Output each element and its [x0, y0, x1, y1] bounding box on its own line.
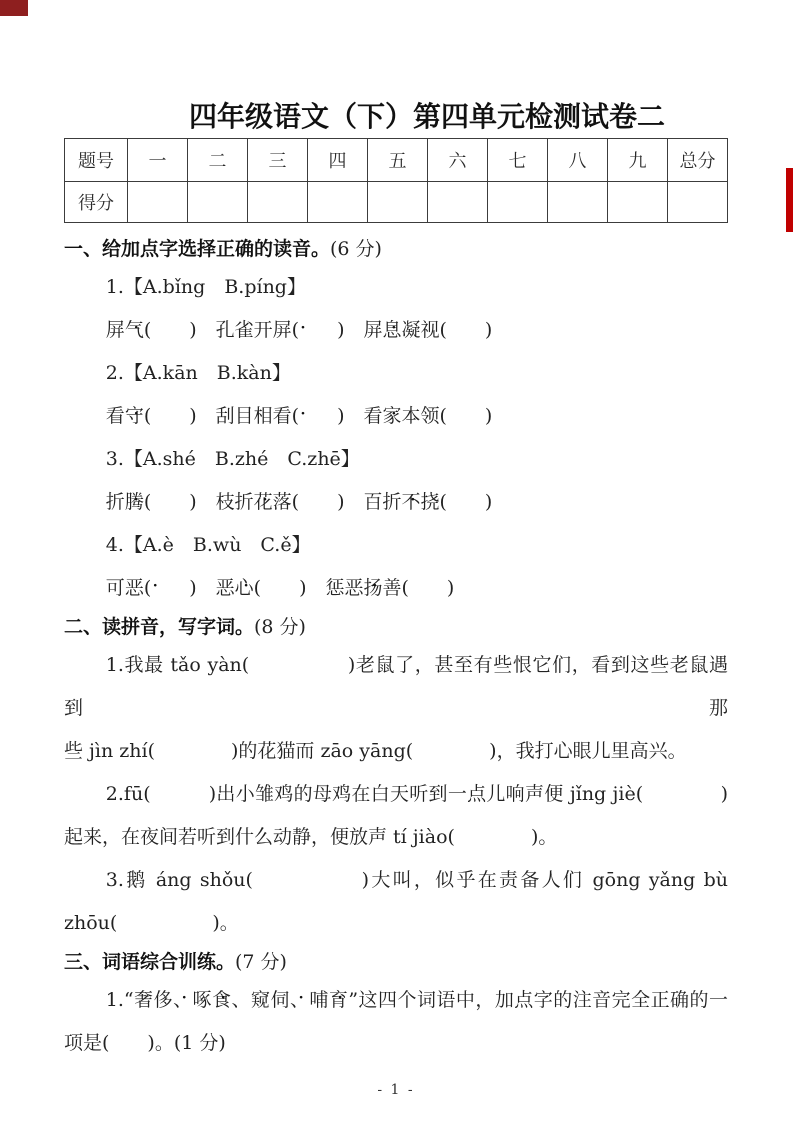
- phrase-text: ( ): [291, 319, 364, 341]
- phrase-text: ( ): [291, 405, 364, 427]
- section-1-heading-text: 一、给加点字选择正确的读音。: [64, 238, 331, 260]
- phrase-text: 、: [289, 989, 310, 1011]
- score-table: [64, 138, 728, 223]
- section2-line1: 1.我最 tǎo yàn( )老鼠了，甚至有些恨它们，看到这些老鼠遇到那: [64, 654, 728, 719]
- score-table-header-cell: 八: [548, 139, 608, 182]
- dotted-character: 折 ·: [382, 491, 401, 513]
- dotted-character: 伺 ·: [270, 989, 289, 1011]
- dotted-character: 看 ·: [106, 405, 125, 427]
- phrase-text: 1.“奢: [105, 989, 154, 1011]
- phrase-text: 可: [105, 577, 125, 599]
- score-empty-cell: [548, 182, 608, 223]
- section1-item4-phrases: [64, 567, 728, 610]
- phrase-text: 气( ) 孔雀开: [124, 319, 273, 341]
- section1-item3-phrases: [64, 481, 728, 524]
- section-3-heading: [64, 945, 728, 979]
- phrase-text: 腾( ) 枝: [124, 491, 235, 513]
- score-table-header-cell: 六: [428, 139, 488, 182]
- phrase-text: 育”这四个词语中，加点字的注音完全正确的一: [328, 989, 728, 1011]
- section-2-heading: [64, 610, 728, 644]
- section3-line2: 项是( )。(1 分): [64, 1032, 226, 1054]
- section1-item4-prompt: 4.【A.è B.wù C.ě】: [105, 534, 311, 556]
- dotted-character: 啄 ·: [193, 989, 212, 1011]
- phrase-text: 扬善( ): [363, 577, 455, 599]
- phrase-text: 心( ) 惩: [234, 577, 345, 599]
- section-2-points: (8 分): [254, 616, 306, 638]
- score-empty-cell: [368, 182, 428, 223]
- section1-item1-prompt: 1.【A.bǐng B.píng】: [105, 276, 306, 298]
- dotted-character: 恶 ·: [216, 577, 235, 599]
- dotted-character: 哺 ·: [309, 989, 328, 1011]
- dotted-character: 折 ·: [106, 491, 125, 513]
- section-1-points: (6 分): [330, 238, 382, 260]
- score-table-header-cell: 七: [488, 139, 548, 182]
- section2-line5: 3.鹅 áng shǒu( )大叫，似乎在责备人们 gōng yǎng bù: [105, 869, 728, 891]
- section1-item3-prompt: 3.【A.shé B.zhé C.zhē】: [105, 448, 360, 470]
- section-1-heading: [64, 232, 728, 266]
- score-empty-cell: [608, 182, 668, 223]
- phrase-text: 家本领( ): [382, 405, 493, 427]
- score-empty-cell: [128, 182, 188, 223]
- dotted-character: 屏 ·: [273, 319, 292, 341]
- phrase-text: 不挠( ): [401, 491, 493, 513]
- section-3-heading-text: 三、词语综合训练。: [64, 951, 236, 973]
- page-title: 四年级语文（下）第四单元检测试卷二: [188, 100, 665, 133]
- dotted-character: 恶 ·: [345, 577, 364, 599]
- page-number: - 1 -: [377, 1082, 415, 1098]
- phrase-text: 、: [173, 989, 193, 1011]
- dotted-character: 折 ·: [235, 491, 254, 513]
- phrase-text: 食、窥: [212, 989, 271, 1011]
- score-table-header-cell: 题号: [65, 139, 128, 182]
- score-table-header-cell: 二: [188, 139, 248, 182]
- score-table-header-cell: 四: [308, 139, 368, 182]
- red-edge-mark: [786, 168, 793, 232]
- score-table-header-cell: 总分: [668, 139, 728, 182]
- dotted-character: 屏 ·: [363, 319, 382, 341]
- section2-line3: 2.fū( )出小雏鸡的母鸡在白天听到一点儿响声便 jǐng jiè( ): [105, 783, 728, 805]
- dotted-character: 恶 ·: [125, 577, 144, 599]
- score-table-score-row: [65, 182, 728, 223]
- score-empty-cell: [188, 182, 248, 223]
- section1-item2-phrases: [64, 395, 728, 438]
- section2-line6: zhōu( )。: [64, 912, 239, 934]
- score-empty-cell: [308, 182, 368, 223]
- score-empty-cell: [668, 182, 728, 223]
- section3-line1: [64, 979, 728, 1022]
- dotted-character: 看 ·: [273, 405, 292, 427]
- section-3-points: (7 分): [235, 951, 287, 973]
- score-table-header-row: [65, 139, 728, 182]
- dotted-character: 侈 ·: [154, 989, 173, 1011]
- section-2-heading-text: 二、读拼音，写字词。: [64, 616, 255, 638]
- score-label-cell: 得分: [65, 182, 128, 223]
- score-table-header-cell: 三: [248, 139, 308, 182]
- dotted-character: 屏 ·: [106, 319, 125, 341]
- page-content: [64, 99, 728, 1098]
- section2-line2: 些 jìn zhí( )的花猫而 zāo yāng( )，我打心眼儿里高兴。: [64, 740, 687, 762]
- score-empty-cell: [428, 182, 488, 223]
- score-table-header-cell: 九: [608, 139, 668, 182]
- phrase-text: ( ): [143, 577, 216, 599]
- score-table-header-cell: 五: [368, 139, 428, 182]
- section1-item2-prompt: 2.【A.kān B.kàn】: [105, 362, 291, 384]
- score-empty-cell: [488, 182, 548, 223]
- phrase-text: 花落( ) 百: [253, 491, 383, 513]
- score-table-header-cell: 一: [128, 139, 188, 182]
- score-empty-cell: [248, 182, 308, 223]
- phrase-text: 息凝视( ): [382, 319, 493, 341]
- dotted-character: 看 ·: [363, 405, 382, 427]
- red-corner-mark: [0, 0, 28, 16]
- section2-line4: 起来，在夜间若听到什么动静，便放声 tí jiào( )。: [64, 826, 558, 848]
- section1-item1-phrases: [64, 309, 728, 352]
- phrase-text: 守( ) 刮目相: [124, 405, 273, 427]
